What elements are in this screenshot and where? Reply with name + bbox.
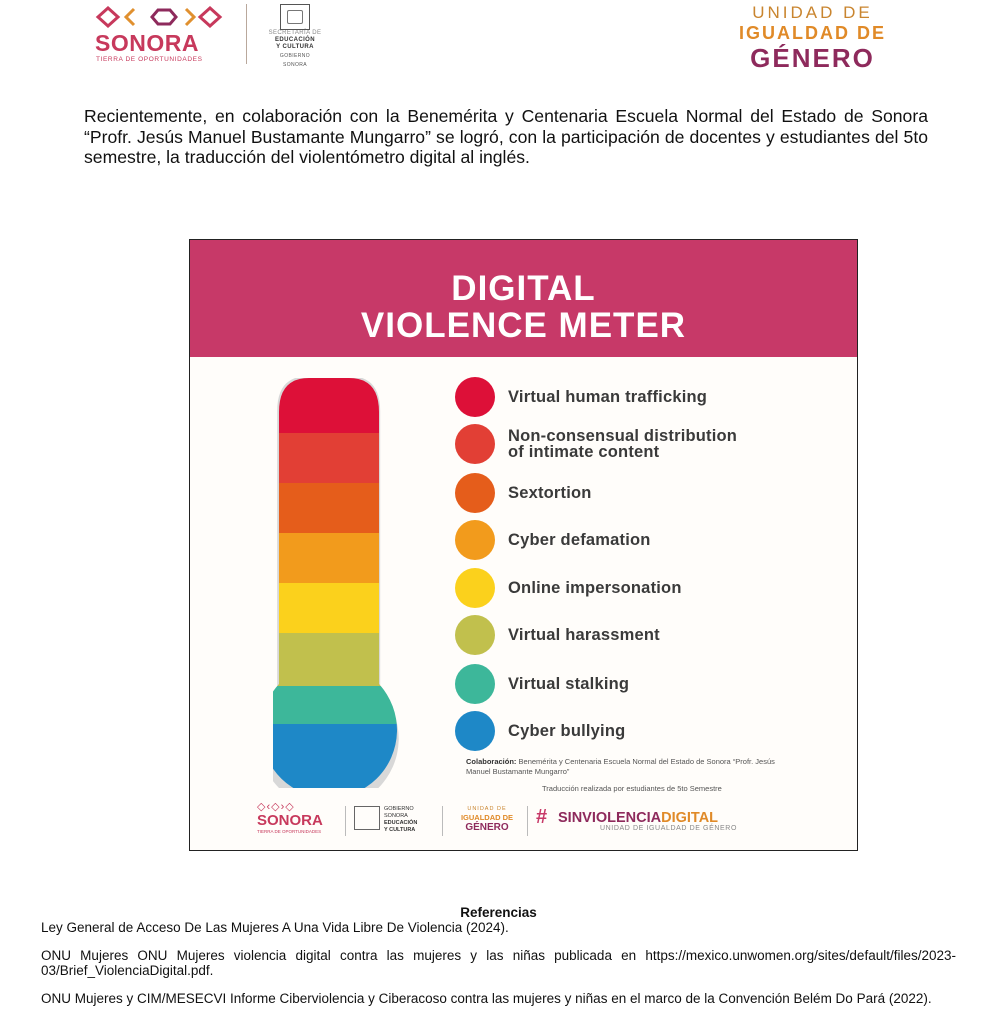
level-item [455,711,625,751]
band-cyber-bullying [273,724,423,788]
collaboration-note [466,757,786,777]
poster-uig-line-3: GÉNERO [465,822,509,833]
poster-sec-text [384,806,417,834]
hashtag-icon: # [536,806,548,828]
hashtag-subtitle: UNIDAD DE IGUALDAD DE GÉNERO [600,825,737,832]
poster-uig-line-1: UNIDAD DE [467,806,507,812]
sonora-logo [94,6,242,66]
level-item [455,377,707,417]
reference-item: ONU Mujeres ONU Mujeres violencia digital contra las mujeres y las niñas publicada en https://mexico.unwomen.org/sites/default/files/2023-03/Brief_ViolenciaDigital.pdf. [41,948,956,978]
secretaria-educacion-logo [254,4,336,68]
level-label: Virtual stalking [508,675,630,693]
poster-header [190,240,857,357]
level-label: Sextortion [508,484,592,502]
poster-title-line-1: DIGITAL [451,269,596,308]
level-item [455,664,629,704]
references-title: Referencias [460,905,537,920]
page-header [0,0,997,80]
band-cyber-defamation [273,533,423,583]
level-label: Cyber defamation [508,531,651,549]
footer-divider [442,806,443,836]
poster-uig-logo [452,806,522,833]
poster-sonora-word: SONORA [257,812,323,829]
reference-item: ONU Mujeres y CIM/MESECVI Informe Ciberviolencia y Ciberacoso contra las mujeres y niñas en el marco de la Convención Belém Do Pará (2022). [41,991,932,1006]
level-label: Virtual human trafficking [508,388,708,406]
level-item [455,520,651,560]
level-dot-icon [455,473,495,513]
poster-sec-line-3: EDUCACIÓN [384,820,418,826]
level-dot-icon [455,520,495,560]
poster-title-line-2: VIOLENCE METER [360,306,687,345]
sonora-wordmark: SONORA [95,30,199,56]
hashtag-text [558,810,718,826]
sonora-pattern-icon: ◇‹◇›◇ [257,801,295,813]
thermometer-bands [273,378,423,788]
level-dot-icon [455,424,495,464]
level-item [455,568,682,608]
sec-line-3: Y CULTURA [276,44,314,50]
sec-line-1: SECRETARÍA DE [268,30,322,36]
state-seal-icon [280,4,310,30]
thermometer-icon [273,378,423,788]
poster-uig-line-2: IGUALDAD DE [460,813,514,822]
collaboration-heading: Colaboración: [466,757,517,766]
poster-footer-logos [190,802,857,842]
footer-divider [345,806,346,836]
digital-violence-meter-poster [189,239,858,851]
reference-item: Ley General de Acceso De Las Mujeres A Una Vida Libre De Violencia (2024). [41,920,509,935]
translation-note: Traducción realizada por estudiantes de 5to Semestre [542,784,722,793]
poster-secretaria-logo [354,806,434,838]
level-label: Online impersonation [508,579,682,597]
level-label: Virtual harassment [508,626,660,644]
poster-sonora-logo [257,802,339,838]
unidad-igualdad-genero-logo [700,3,925,72]
collaboration-text: Benemérita y Centenaria Escuela Normal del Estado de Sonora “Profr. Jesús Manuel Bustamante Mungarro” [466,757,775,776]
level-dot-icon [455,377,495,417]
sonora-tagline: TIERRA DE OPORTUNIDADES [96,56,203,63]
band-sextortion [273,483,423,533]
poster-sec-line-1: GOBIERNO [384,806,414,812]
poster-sec-line-2: SONORA [384,813,408,819]
sec-line-4: GOBIERNO [279,53,311,59]
band-online-impersonation [273,583,423,633]
level-label-line-2: of intimate content [508,443,660,461]
intro-paragraph: Recientemente, en colaboración con la Benemérita y Centenaria Escuela Normal del Estado de Sonora “Profr. Jesús Manuel Bustamante Mungarro” se logró, con la participación de docentes y estudiantes del 5to semestre, la traducción del violentómetro digital al inglés. [84,106,928,167]
sonora-pattern-icon [94,6,224,28]
level-label [508,428,737,460]
level-dot-icon [455,615,495,655]
level-label: Cyber bullying [508,722,626,740]
level-item [455,473,592,513]
sec-line-5: SONORA [282,62,308,68]
hashtag-part-a: SINVIOLENCIA [558,810,662,826]
band-virtual-harassment [273,633,423,686]
band-virtual-human-trafficking [273,378,423,433]
hashtag-part-b: DIGITAL [661,810,719,826]
band-non-consensual-distribution [273,433,423,483]
footer-divider [527,806,528,836]
uig-line-1: UNIDAD DE [752,3,873,22]
level-dot-icon [455,664,495,704]
level-item [455,615,660,655]
uig-line-2: IGUALDAD DE [739,23,886,43]
poster-sonora-tag: TIERRA DE OPORTUNIDADES [257,829,322,834]
state-seal-icon [354,806,380,830]
uig-line-3: GÉNERO [750,43,875,73]
level-label-line-1: Non-consensual distribution [508,427,738,445]
band-virtual-stalking [273,686,423,724]
level-dot-icon [455,568,495,608]
header-divider [246,4,247,64]
level-item [455,424,737,464]
poster-sec-line-4: Y CULTURA [384,827,416,833]
sec-line-2: EDUCACIÓN [275,37,315,43]
level-dot-icon [455,711,495,751]
